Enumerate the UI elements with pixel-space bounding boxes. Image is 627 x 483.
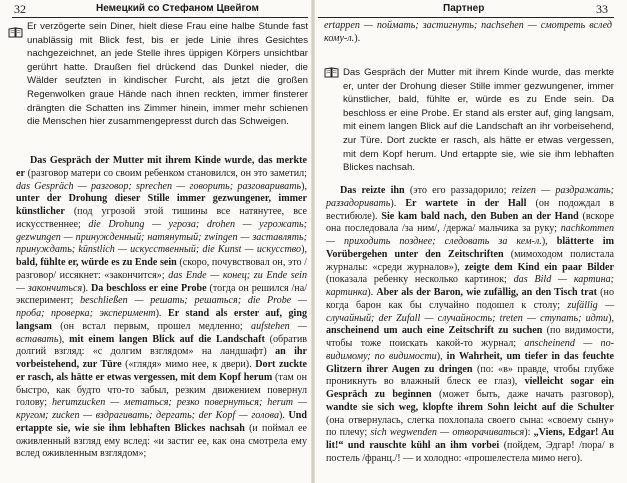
- left-german-phrase: Da beschloss er eine Probe: [91, 282, 207, 294]
- german-paragraph-right: Das Gespräch der Mutter mit ihrem Kinde wurde, das merkte er, unter der Drohung dieser Stille immer gezwungener, immer künstlicher, bald, fühlte er, würde es zu Ende sein. Da beschloss er eine Probe. Er stand als erster auf, ging langsam, mit einem langen Blick auf die Landschaft an ihr vorbeisehend, zur Türe. Dort zuckte er rasch, als hätte er etwas vergessen, mit dem Kopf herum. Und ertappte sie, wie sie ihm lebhaften Blickes nachsah.: [343, 67, 614, 174]
- left-translation: (он встал первым, прошел медленно;: [51, 320, 252, 332]
- right-translation: (это его раззадорило;: [404, 185, 512, 196]
- right-translation: (мимоходом полистала журналы: «среди журналов»),: [326, 248, 614, 273]
- left-translation: (там он быстро, как будто что-то забыл, резким движением повернул голову;: [16, 371, 307, 409]
- annotation-continuation-right: [324, 20, 612, 46]
- right-german-phrase: Das reizte ihn: [340, 185, 405, 196]
- left-page: [0, 0, 312, 483]
- running-title-left: Немецкий со Стефаном Цвейгом: [96, 3, 259, 14]
- book-icon: [8, 27, 23, 38]
- right-translation: (по: «в» правде, чтобы глубже проникнуть во влажный блеск ее глаз),: [326, 363, 614, 388]
- right-translation: ),: [436, 350, 447, 362]
- left-german-phrase: mit einem langen Blick auf die Landschaft: [69, 333, 265, 345]
- right-vocabulary-gloss: sich wegwenden — отворачиваться: [370, 427, 525, 439]
- annotated-paragraph-left: [16, 155, 307, 461]
- left-german-phrase: unter der Drohung dieser Stille immer gezwungener, immer künstlicher: [16, 193, 307, 217]
- left-german-phrase: an ihr vorbeistehend, zur Türe: [16, 346, 307, 370]
- page-number-left: 32: [14, 2, 26, 16]
- right-translation: ).: [367, 287, 377, 298]
- left-translation: (и поймал ее оживленный взгляд ему вслед: «и застиг ее, как она смотрела ему вслед оживленным взглядом»;: [16, 422, 307, 460]
- right-german-phrase: anscheinend um auch eine Zeitschrift zu suchen: [326, 325, 543, 337]
- right-translation: (пойдем, Эдгар! /пора/ в постель /франц./! — и холодно: «прошелестела мимо него).: [326, 440, 615, 464]
- right-translation: (может быть, даже начать разговор),: [431, 389, 614, 400]
- right-page-header: [314, 2, 627, 18]
- annotated-paragraph-right: [326, 185, 614, 466]
- right-translation: (она отвернулась, слегка похлопала своего сына: «своему сыну» по плечу;: [326, 414, 614, 439]
- right-translation: ),: [608, 312, 614, 324]
- header-rule-left: [12, 17, 308, 18]
- left-german-phrase: Er stand als erster auf, ging langsam: [16, 308, 307, 332]
- annotated-text-left: [16, 155, 307, 461]
- right-vocabulary-gloss: das Bild — картина; картинка: [326, 274, 614, 298]
- right-vocabulary-gloss: zufällig — случайный; der Zufall — случайность; treten — ступать; идти: [326, 299, 614, 324]
- left-german-phrase: bald, fühlte er, würde es zu Ende sein: [16, 257, 177, 268]
- page-number-right: 33: [596, 2, 608, 16]
- right-german-phrase: „Viens, Edgar! Au lit!“ und rauschte kühl an ihm vorbei: [326, 427, 614, 451]
- right-german-phrase: zeigte dem Kind ein paar Bilder: [464, 261, 614, 273]
- right-translation: (вскоре она последовала /за ним/, /держа/ мальчика за руку;: [326, 210, 614, 235]
- german-original-right: [343, 66, 614, 175]
- left-vocabulary-gloss: die Drohung — угроза; drohen — угрожать; gezwungen — принужденный; натянутый; zwingen — заставлять; принуждать; künstlich — искусственный; die Kunst — искусство: [16, 218, 307, 256]
- right-translation: (но когда барон как бы случайно подошел к столу;: [326, 287, 614, 311]
- left-german-phrase: Dort zuckte er rasch, als hätte er etwas vergessen, mit dem Kopf herum: [16, 359, 308, 383]
- left-translation: (разговор матери со своим ребенком становился, он это заметил;: [24, 167, 307, 179]
- right-translation: (по видимости, чтобы тоже поискать какой-то журнал;: [326, 325, 614, 349]
- right-top-vocabulary-gloss: ertappen — поймать; застигнуть; nachsehen — смотреть вслед кому-л.: [324, 20, 612, 44]
- left-translation: ),: [301, 180, 307, 192]
- right-german-phrase: Er wartete in der Hall: [405, 197, 527, 209]
- header-rule-right: [318, 17, 614, 18]
- left-translation: (под угрозой этой тишины все натянутее, все искусственнее;: [16, 206, 307, 230]
- left-vocabulary-gloss: aufstehen — вставать: [16, 320, 308, 345]
- right-vocabulary-gloss: reizen — раздражать; раззадоривать: [326, 185, 614, 209]
- right-translation: (он подождал в вестибюле).: [326, 197, 614, 222]
- right-german-phrase: wandte sie sich weg, klopfte ihrem Sohn leicht auf die Schulter: [326, 401, 614, 413]
- right-translation: ):: [524, 427, 534, 439]
- right-translation: ).: [390, 197, 406, 209]
- right-page: [314, 0, 627, 483]
- left-german-phrase: Das Gespräch der Mutter mit ihrem Kinde wurde, das merkte er: [16, 155, 307, 179]
- left-translation: ),: [58, 333, 70, 345]
- german-original-left: [27, 20, 308, 129]
- right-vocabulary-gloss: anscheinend — по-видимому; по видимости: [326, 338, 615, 362]
- left-translation: ),: [301, 244, 307, 256]
- german-paragraph-left: Er verzögerte sein Diner, hielt diese Frau eine halbe Stunde fast unablässig mit Blick fest, bis er jede Linie ihres Gesichtes nachgezeichnet, an jede Stelle ihres üppigen Körpers unsichtbar gerührt hatte. Draußen fiel drückend das Dunkel nieder, die Wälder seufzten in kindischer Furcht, als jetzt die großen Regenwolken graue Hände nach ihnen reckten, immer finsterer drängten die Schatten ins Zimmer hinein, immer mehr schienen die Menschen hier zusammengepresst durch das Schweigen.: [27, 21, 308, 128]
- right-german-phrase: in Wahrheit, um tiefer in das feuchte Glitzern ihrer Augen zu dringen: [326, 350, 614, 375]
- left-page-header: [0, 2, 312, 18]
- left-vocabulary-gloss: das Gespräch — разговор; sprechen — говорить; разговаривать: [16, 180, 302, 192]
- right-german-phrase: Aber als der Baron, wie zufällig, an den Tisch trat: [376, 287, 597, 298]
- left-vocabulary-gloss: beschließen — решать; решаться; die Probe — проба; проверка; эксперимент: [16, 295, 307, 319]
- left-translation: (обратив долгий взгляд: «с долгим взглядом» на ландшафт): [16, 333, 307, 358]
- running-title-right: Партнер: [443, 3, 485, 14]
- right-translation: ),: [541, 236, 557, 247]
- right-german-phrase: blätterte im Vorübergehen unter den Zeitschriften: [326, 236, 614, 260]
- right-german-phrase: vielleicht sogar ein Gespräch zu beginnen: [326, 376, 614, 400]
- right-translation: (показала ребенку несколько картинок;: [326, 274, 514, 286]
- right-german-phrase: Sie kam bald nach, den Buben an der Hand: [381, 210, 579, 222]
- left-vocabulary-gloss: das Ende — конец; zu Ende sein — закончиться: [16, 269, 307, 294]
- left-vocabulary-gloss: herumzucken — метаться; резко повернуться; herum — кругом; zucken — вздрагивать; дергать; der Kopf — голова: [16, 397, 307, 421]
- left-german-phrase: Und ertappte sie, wie sie ihm lebhaften Blickes nachsah: [16, 410, 307, 434]
- left-translation: (тогда он решился /на/ эксперимент;: [16, 282, 307, 307]
- left-translation: ).: [82, 282, 91, 294]
- annotation-continuation: [324, 20, 612, 46]
- annotated-text-right: [326, 185, 614, 466]
- left-translation: («глядя» мимо нее, к двери).: [121, 359, 256, 370]
- right-top-translation: ).: [354, 32, 361, 44]
- left-translation: ).: [279, 410, 289, 421]
- book-icon: [324, 67, 339, 78]
- left-translation: (скоро, почувствовал он, это /разговор/ иссякнет: «закончится»;: [16, 257, 307, 281]
- right-vocabulary-gloss: nachkommen — приходить позднее; следовать за кем-л.: [326, 223, 614, 247]
- left-translation: ).: [155, 308, 168, 319]
